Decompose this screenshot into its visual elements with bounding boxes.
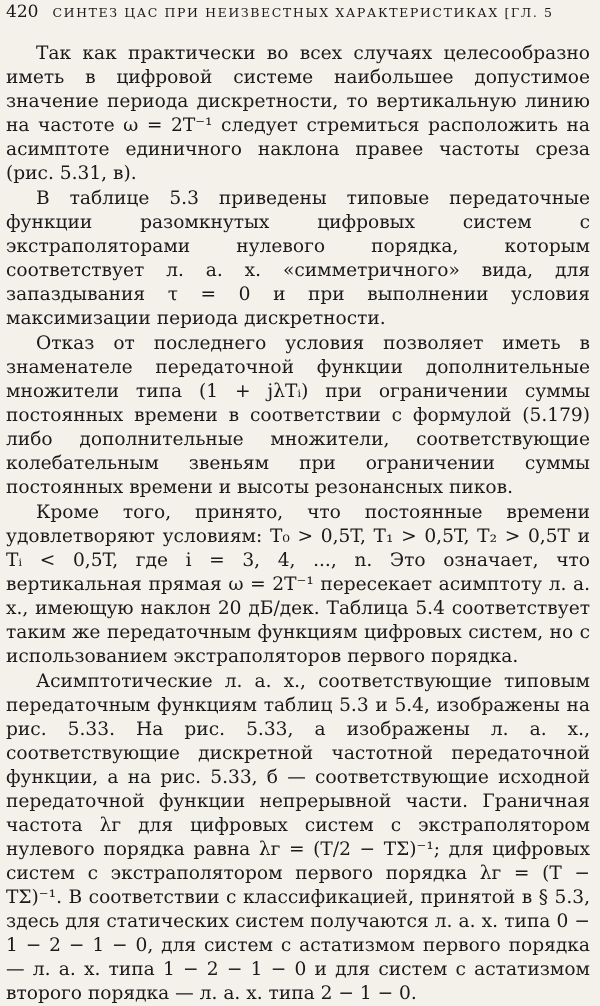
paragraph-2: В таблице 5.3 приведены типовые передаточные функции разомкнутых цифровых систем с экстраполяторами нулевого порядка, которым соответствует л. а. х. «симметричного» вида, для запаздывания τ = 0 и при выполнении условия максимизации периода дискретности. — [6, 188, 590, 329]
page-body — [6, 42, 590, 1006]
page-number: 420 — [6, 2, 39, 22]
paragraph-3: Отказ от последнего условия позволяет иметь в знаменателе передаточной функции дополнительные множители типа (1 + jλTᵢ) при ограничении суммы постоянных времени в соответствии с формулой (5.179) либо дополнительные множители, соответствующие колебательным звеньям при ограничении суммы постоянных времени и высоты резонансных пиков. — [6, 333, 590, 498]
paragraph-4: Кроме того, принято, что постоянные времени удовлетворяют условиям: T₀ > 0,5T, T₁ > 0,5T, T₂ > 0,5T и Tᵢ < 0,5T, где i = 3, 4, ..., n. Это означает, что вертикальная прямая ω = 2T⁻¹ пересекает асимптоту л. а. х., имеющую наклон 20 дБ/дек. Таблица 5.4 соответствует таким же передаточным функциям цифровых систем, но с использованием экстраполяторов первого порядка. — [6, 502, 590, 667]
paragraph-5: Асимптотические л. а. х., соответствующие типовым передаточным функциям таблиц 5.3 и 5.4, изображены на рис. 5.33. На рис. 5.33, а изображены л. а. х., соответствующие дискретной частотной передаточной функции, а на рис. 5.33, б — соответствующие исходной передаточной функции непрерывной части. Граничная частота λг для цифровых систем с экстраполятором нулевого порядка равна λг = (T/2 − TΣ)⁻¹; для цифровых систем с экстраполятором первого порядка λг = (T − TΣ)⁻¹. В соответствии с классификацией, принятой в § 5.3, здесь для статических систем получаются л. а. х. типа 0 − 1 − 2 − 1 − 0, для систем с астатизмом первого порядка — л. а. х. типа 1 − 2 − 1 − 0 и для систем с астатизмом второго порядка — л. а. х. типа 2 − 1 − 0. — [6, 671, 590, 1004]
running-head: СИНТЕЗ ЦАС ПРИ НЕИЗВЕСТНЫХ ХАРАКТЕРИСТИКАХ [ГЛ. 5 — [52, 5, 554, 20]
paragraph-1: Так как практически во всех случаях целесообразно иметь в цифровой системе наибольшее допустимое значение периода дискретности, то вертикальную линию на частоте ω = 2T⁻¹ следует стремиться расположить на асимптоте единичного наклона правее частоты среза (рис. 5.31, в). — [6, 43, 590, 184]
page-header — [6, 2, 594, 26]
